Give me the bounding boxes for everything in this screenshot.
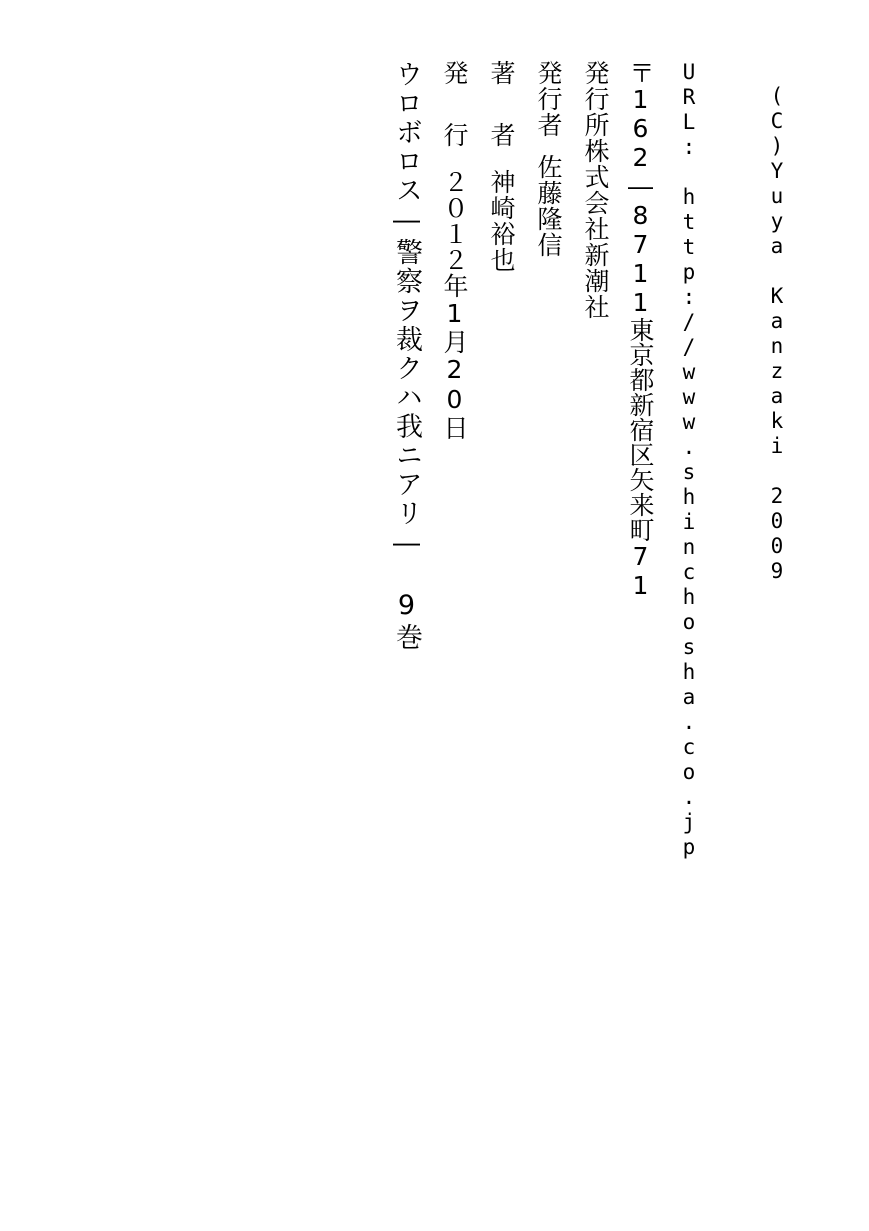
company-label: 発行所	[581, 60, 610, 138]
copyright-notice: (C)Yuya Kanzaki 2009	[765, 84, 789, 584]
book-title: ウロボロス―警察ヲ裁クハ我ニアリ― 9巻	[391, 60, 422, 652]
address-text: 東京都新宿区矢来町71	[626, 317, 655, 600]
address-entry	[628, 60, 653, 660]
publish-label: 発 行	[440, 60, 469, 153]
publish-date: ２０１２年1月20日	[440, 169, 469, 441]
company-name: 株式会社新潮社	[581, 138, 610, 320]
company-entry	[583, 60, 608, 660]
publisher-entry	[536, 60, 561, 660]
postal-code: 〒162―8711	[626, 60, 655, 317]
publisher-label: 発行者	[534, 60, 563, 138]
publisher-url[interactable]: URL: http://www.shinchosha.co.jp	[677, 60, 701, 860]
author-label: 著 者	[487, 60, 516, 153]
author-name: 神崎裕也	[487, 169, 516, 273]
publisher-name: 佐藤隆信	[534, 154, 563, 258]
publish-entry	[442, 60, 467, 660]
author-entry	[489, 60, 514, 660]
colophon-block	[367, 60, 789, 860]
